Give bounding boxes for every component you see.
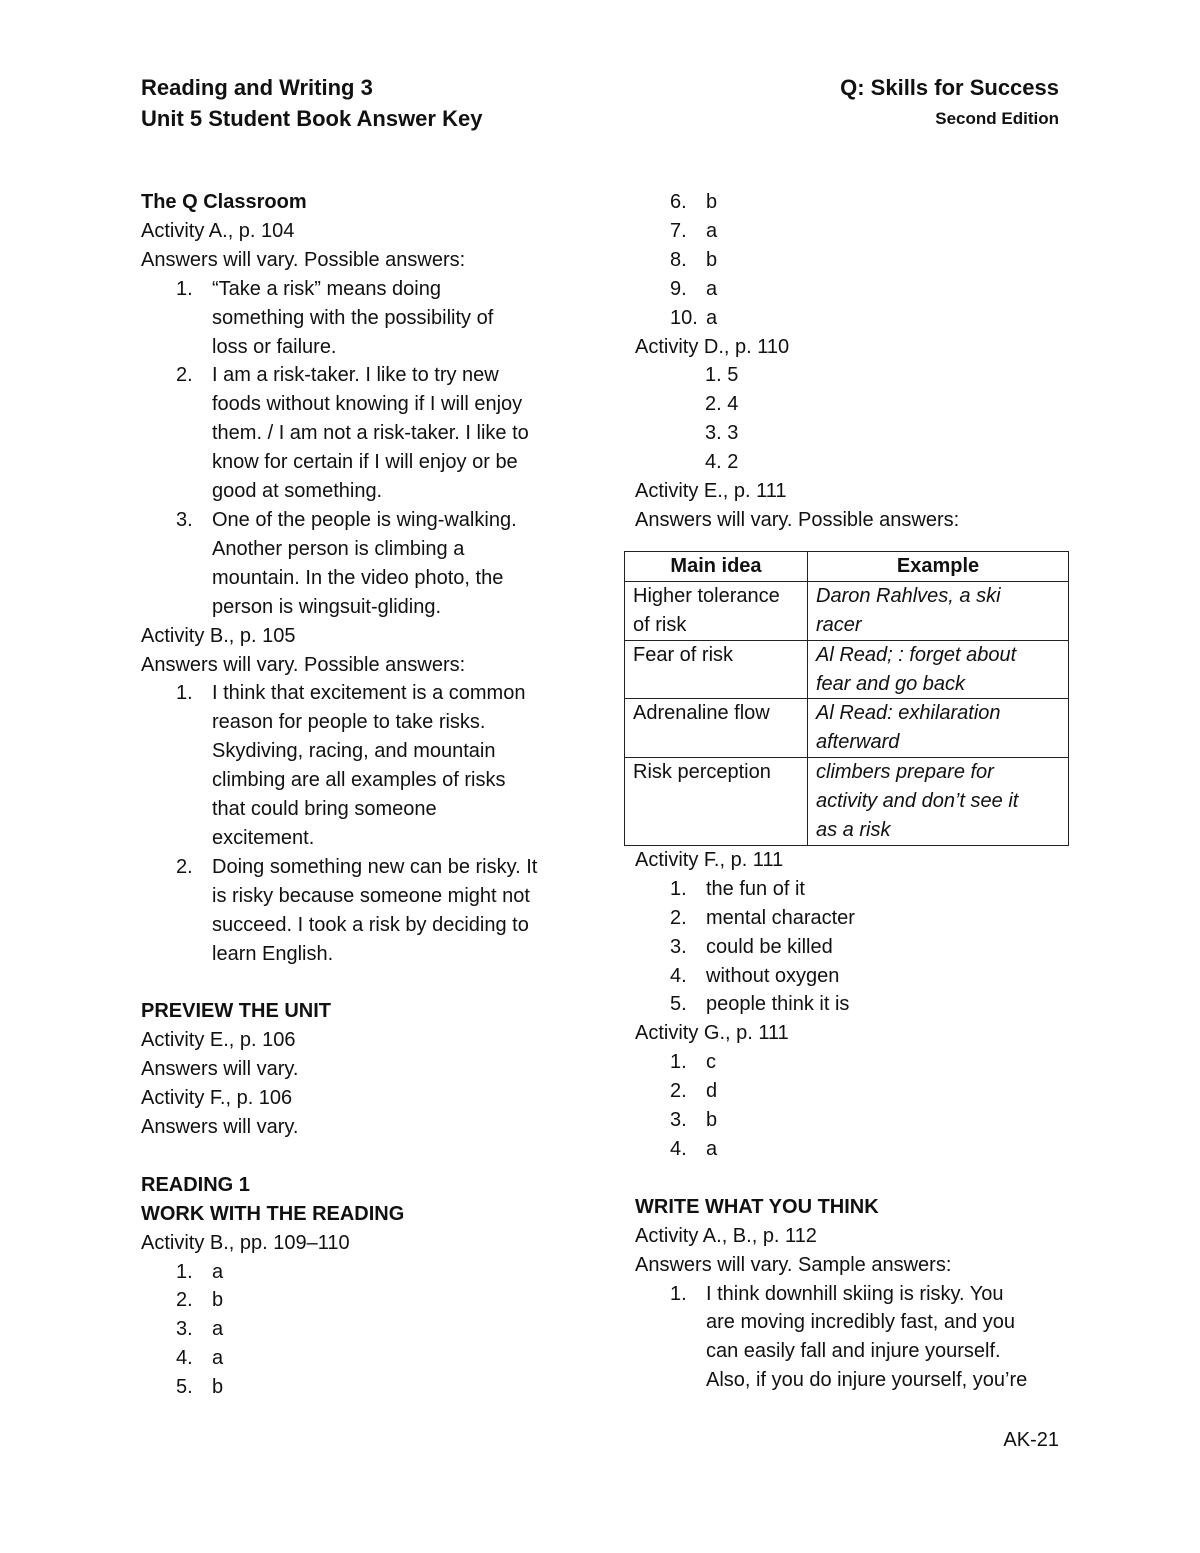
answer-line: 1. 5 [705,364,739,387]
header-left [141,72,482,134]
section-heading-write: WRITE WHAT YOU THINK [635,1195,879,1218]
cell-line: Higher tolerance [633,584,780,607]
answer-line: climbing are all examples of risks [212,769,506,792]
answer-line: b [706,191,718,213]
answer-line: a [212,1318,224,1341]
list-item [141,1315,571,1344]
table-row [625,699,1069,758]
list-number: 5. [176,1376,193,1399]
list-number: 2. [670,906,687,929]
answer-line: I think that excitement is a common [212,682,526,705]
answer-line: a [706,306,718,329]
cell-line: Risk perception [633,761,771,784]
column-header-example: Example [808,551,1069,581]
list-number: 3. [670,935,687,958]
answer-line: a [706,219,718,242]
table-row [625,758,1069,846]
answer-line: learn English. [212,942,334,965]
answer-line: c [706,1051,716,1074]
list-item [141,1286,571,1315]
example-cell [808,640,1069,699]
answer-line: succeed. I took a risk by deciding to [212,913,529,936]
list-item [635,304,1075,333]
list-item [141,1373,571,1402]
answer-line: without oxygen [706,964,840,987]
answer-line: Doing something new can be risky. It [212,855,538,878]
answer-line: people think it is [706,993,850,1016]
list-item [635,1048,1075,1077]
edition-label: Second Edition [935,109,1059,128]
main-idea-cell [625,758,808,846]
list-item [141,361,571,506]
list-item [141,1344,571,1373]
list-item [635,875,1075,904]
answers-note: Answers will vary. Possible answers: [635,508,960,531]
cell-line: climbers prepare for [816,761,994,784]
activity-label: Activity A., B., p. 112 [635,1224,817,1247]
list-item [635,217,1075,246]
answer-line: foods without knowing if I will enjoy [212,393,523,416]
answer-line: Skydiving, racing, and mountain [212,740,496,763]
cell-line: Fear of risk [633,643,734,666]
list-item [635,1106,1075,1135]
answer-line: can easily fall and injure yourself. [706,1340,1001,1363]
answer-line: are moving incredibly fast, and you [706,1311,1016,1334]
answer-line: them. / I am not a risk-taker. I like to [212,422,529,445]
answer-line: b [212,1376,224,1399]
right-column [635,188,1075,1395]
answer-line: excitement. [212,826,315,849]
main-idea-cell [625,640,808,699]
cell-line: afterward [816,731,900,754]
list-item [141,853,571,969]
answer-line: d [706,1080,718,1103]
main-idea-table [624,551,1069,846]
list-number: 10. [670,306,698,329]
left-column [141,188,571,1402]
list-item [635,962,1075,991]
cell-line: racer [816,613,862,636]
answer-line: I think downhill skiing is risky. You [706,1282,1004,1305]
list-number: 7. [670,219,687,242]
table-row [625,640,1069,699]
activity-label: Activity F., p. 111 [635,848,784,871]
section-heading-q-classroom: The Q Classroom [141,191,307,213]
list-item [635,904,1075,933]
answer-line: I am a risk-taker. I like to try new [212,364,499,387]
activity-label: Activity E., p. 111 [635,480,787,503]
answer-line: a [212,1260,224,1283]
answer-line: person is wingsuit-gliding. [212,595,442,618]
list-item [635,1077,1075,1106]
cell-line: fear and go back [816,672,965,695]
example-cell [808,581,1069,640]
answer-line: b [212,1289,224,1312]
cell-line: Al Read: exhilaration [816,702,1001,725]
answer-line: know for certain if I will enjoy or be [212,451,518,474]
list-item [635,246,1075,275]
answers-note: Answers will vary. Possible answers: [141,653,466,676]
section-heading-preview: PREVIEW THE UNIT [141,1000,332,1023]
list-item [141,1258,571,1287]
answer-line: a [212,1347,224,1370]
list-number: 3. [670,1109,687,1132]
answer-line: 4. 2 [705,451,739,474]
example-cell [808,699,1069,758]
answer-line: 3. 3 [705,422,739,445]
section-subheading: WORK WITH THE READING [141,1202,405,1225]
answer-line: something with the possibility of [212,306,494,329]
cell-line: Adrenaline flow [633,702,770,725]
section-heading-reading1: READING 1 [141,1173,250,1196]
list-item [141,275,571,362]
list-number: 1. [670,877,687,900]
answer-line: mountain. In the video photo, the [212,566,504,589]
list-number: 2. [176,1289,193,1312]
answer-line: 2. 4 [705,393,739,416]
answer-line: Another person is climbing a [212,537,465,560]
list-number: 3. [176,1318,193,1341]
list-number: 3. [176,508,193,531]
list-number: 4. [670,964,687,987]
list-number: 1. [176,1260,193,1283]
answers-note: Answers will vary. [141,1058,299,1081]
book-title: Reading and Writing 3 [141,75,373,100]
list-number: 1. [670,1282,687,1305]
list-item [635,990,1075,1019]
main-idea-cell [625,581,808,640]
answer-line: could be killed [706,935,833,958]
list-number: 2. [176,855,193,878]
activity-label: Activity A., p. 104 [141,219,295,242]
column-header-main-idea: Main idea [625,551,808,581]
list-number: 2. [176,364,193,387]
list-item [635,1135,1075,1164]
answer-line: loss or failure. [212,335,337,358]
answer-line: mental character [706,906,855,929]
page-number: AK-21 [1003,1429,1059,1451]
cell-line: activity and don’t see it [816,790,1019,813]
main-idea-cell [625,699,808,758]
activity-label: Activity E., p. 106 [141,1029,296,1052]
answer-line: b [706,1109,718,1132]
list-number: 4. [670,1138,687,1160]
list-number: 9. [670,277,687,300]
list-number: 4. [176,1347,193,1370]
activity-label: Activity G., p. 111 [635,1022,789,1045]
answers-note: Answers will vary. Sample answers: [635,1253,952,1276]
activity-label: Activity B., pp. 109–110 [141,1231,350,1254]
cell-line: as a risk [816,819,891,842]
table-row [625,581,1069,640]
list-number: 8. [670,248,687,271]
list-number: 1. [176,277,193,300]
list-item [635,1280,1075,1396]
list-number: 1. [176,682,193,705]
answer-line: reason for people to take risks. [212,711,486,734]
answers-note: Answers will vary. Possible answers: [141,248,466,271]
series-title: Q: Skills for Success [840,75,1059,100]
answer-line: b [706,248,718,271]
table-header-row [625,551,1069,581]
answer-line: good at something. [212,480,383,503]
list-number: 1. [670,1051,687,1074]
activity-label: Activity B., p. 105 [141,624,296,647]
list-item [635,275,1075,304]
example-cell [808,758,1069,846]
cell-line: of risk [633,613,687,636]
answer-line: is risky because someone might not [212,884,530,907]
activity-label: Activity D., p. 110 [635,335,790,358]
list-item [141,506,571,622]
answer-line: a [706,1138,718,1160]
answer-line: the fun of it [706,877,805,900]
list-item [635,933,1075,962]
answer-line: “Take a risk” means doing [212,277,441,300]
answer-line: that could bring someone [212,798,437,821]
cell-line: Daron Rahlves, a ski [816,584,1001,607]
list-number: 6. [670,191,687,213]
header-right [840,72,1059,134]
activity-label: Activity F., p. 106 [141,1087,293,1110]
answer-line: One of the people is wing-walking. [212,508,517,531]
list-number: 5. [670,993,687,1016]
list-number: 2. [670,1080,687,1103]
answers-note: Answers will vary. [141,1115,299,1138]
list-item [635,188,1075,217]
answer-line: a [706,277,718,300]
list-item [141,679,571,852]
answer-line: Also, if you do injure yourself, you’re [706,1369,1028,1392]
unit-title: Unit 5 Student Book Answer Key [141,106,483,131]
cell-line: Al Read; : forget about [816,643,1017,666]
